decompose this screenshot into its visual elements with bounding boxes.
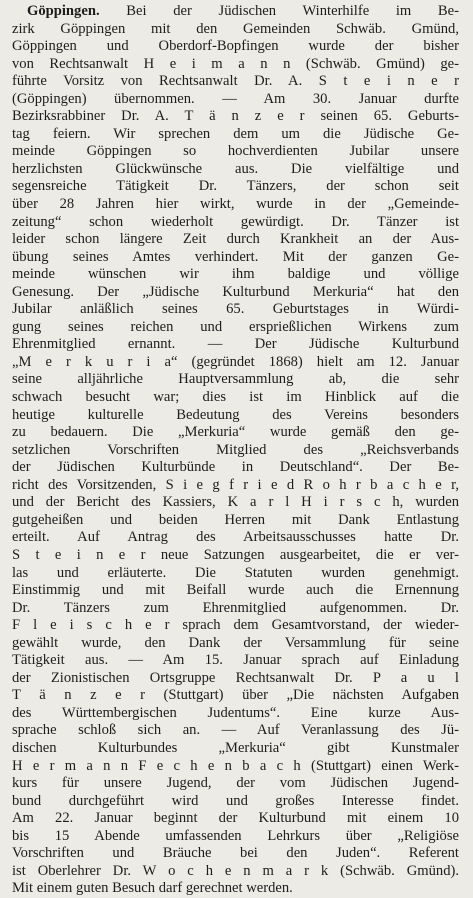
article-line: S t e i n e r neue Satzungen ausgearbeitet, die er ver- [12,546,459,563]
article-line: Göppingen und Oberdorf-Bopfingen wurde der bisher [12,38,459,55]
article-line: der Zionistischen Ortsgruppe Rechtsanwalt Dr. P a u l [12,669,459,686]
article-line: meinde Göppingen so hochverdienten Jubilar unsere [12,143,459,160]
article-line: bund durchgeführt wird und großes Interesse findet. [12,792,459,809]
article-line: Am 22. Januar beginnt der Kulturbund mit einem 10 [12,810,459,827]
article-line: Einstimmig und mit Beifall wurde auch die Ernennung [12,582,459,599]
article-line: tag feiern. Wir sprechen dem um die Jüdische Ge- [12,125,459,142]
article-line: Bezirksrabbiner Dr. A. T ä n z e r seinen 65. Geburts- [12,108,459,125]
article-line: schwach besucht war; dies ist im Hinblick auf die [12,389,459,406]
article-line: las und erläuterte. Die Statuten wurden genehmigt. [12,564,459,581]
article-line: übung seines Amtes verhindert. Mit der ganzen Ge- [12,248,459,265]
article-line: segensreiche Tätigkeit Dr. Tänzers, der schon seit [12,178,459,195]
article-line: richt des Vorsitzenden, S i e g f r i e d R o h r b a c h e r, [12,476,459,493]
article-line: Tätigkeit aus. — Am 15. Januar sprach auf Einladung [12,652,459,669]
article-line: über 28 Jahren hier wirkt, wurde in der „Gemeinde- [12,196,459,213]
article-line: erteilt. Auf Antrag des Arbeitsausschusses hatte Dr. [12,529,459,546]
article-line: herzlichsten Glückwünsche aus. Die vielfältige und [12,160,459,177]
article-line: und der Bericht des Kassiers, K a r l H i r s c h, wurden [12,494,459,511]
article-line: Vorschriften und Bräuche bei den Juden“. Referent [12,845,459,862]
article-line: (Göppingen) übernommen. — Am 30. Januar durfte [12,90,459,107]
article-line: Ehrenmitglied ernannt. — Der Jüdische Kulturbund [12,336,459,353]
article-body [12,21,459,898]
article-line: von Rechtsanwalt H e i m a n n (Schwäb. Gmünd) ge- [12,55,459,72]
article-line: zu bedauern. Die „Merkuria“ wurde gemäß den ge- [12,424,459,441]
article-heading: Göppingen. [27,3,100,19]
article-line: seine alljährliche Hauptversammlung ab, die sehr [12,371,459,388]
article-line-1 [12,3,459,21]
article-line: setzlichen Vorschriften Mitglied des „Reichsverbands [12,441,459,458]
article-first-line-text: Bei der Jüdischen Winterhilfe im Be- [126,3,459,19]
article-line: der Jüdischen Kulturbünde in Deutschland“. Der Be- [12,459,459,476]
article-line: „M e r k u r i a“ (gegründet 1868) hielt am 12. Januar [12,353,459,370]
article-line: Dr. Tänzers zum Ehrenmitglied aufgenommen. Dr. [12,599,459,616]
article-line: gutgeheißen und beiden Herren mit Dank Entlastung [12,511,459,528]
article-line: Genesung. Der „Jüdische Kulturbund Merkuria“ hat den [12,283,459,300]
article-line: zeitung“ schon wiederholt gewürdigt. Dr. Tänzer ist [12,213,459,230]
article-line: heutige kulturelle Bedeutung des Vereins besonders [12,406,459,423]
article-line: T ä n z e r (Stuttgart) über „Die nächsten Aufgaben [12,687,459,704]
article-line: des Württembergischen Judentums“. Eine kurze Aus- [12,704,459,721]
article-line: gung seines reichen und ersprießlichen Wirkens zum [12,318,459,335]
article-line: leider schon längere Zeit durch Krankheit an der Aus- [12,231,459,248]
article-line: gewählt wurde, den Dank der Versammlung für seine [12,634,459,651]
article-line: F l e i s c h e r sprach dem Gesamtvorstand, der wieder- [12,617,459,634]
article-line: H e r m a n n F e c h e n b a c h (Stuttgart) einen Werk- [12,757,459,774]
article-line: zirk Göppingen mit den Gemeinden Schwäb. Gmünd, [12,20,459,37]
article-line: Jubilar anläßlich seines 65. Geburtstages in Würdi- [12,301,459,318]
article-line: führte Vorsitz von Rechtsanwalt Dr. A. S t e i n e r [12,73,459,90]
article-line: sprache schloß sich an. — Auf Veranlassung des Jü- [12,722,459,739]
article-line: kurs für unsere Jugend, der vom Jüdischen Jugend- [12,775,459,792]
article-line: ist Oberlehrer Dr. W o c h e n m a r k (Schwäb. Gmünd). [12,862,459,879]
article-line: dischen Kulturbundes „Merkuria“ gibt Kunstmaler [12,739,459,756]
article-line: Mit einem guten Besuch darf gerechnet werden. [12,880,293,897]
article-line: meinde wünschen wir ihm baldige und völlige [12,266,459,283]
article-line: bis 15 Abende umfassenden Lehrkurs über „Religiöse [12,827,459,844]
